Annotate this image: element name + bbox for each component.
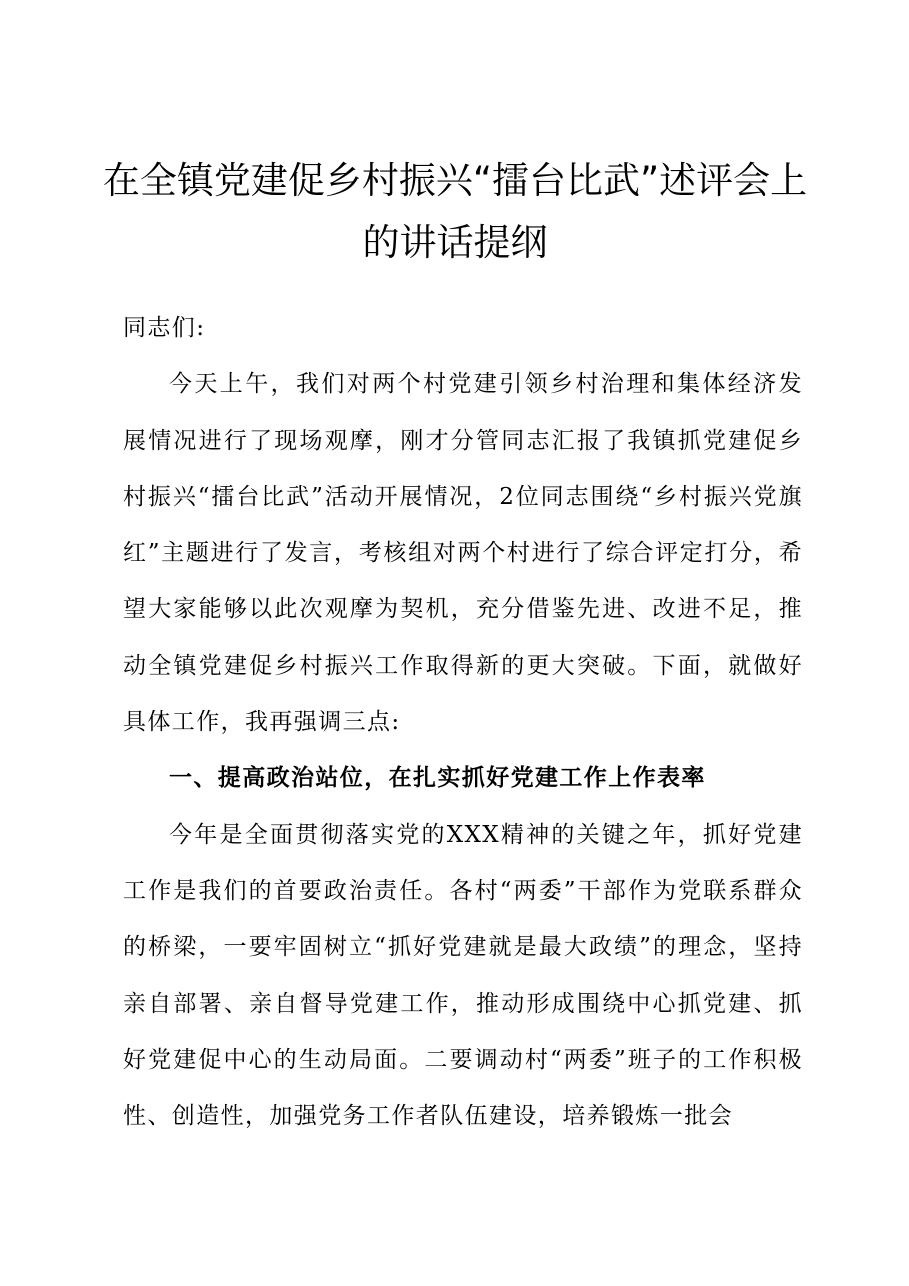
section-heading-1: 一、提高政治站位，在扎实抓好党建工作上作表率 <box>169 765 706 792</box>
salutation: 同志们: <box>123 315 206 341</box>
document-body <box>123 300 803 1144</box>
document-title: 在全镇党建促乡村振兴“擂台比武”述评会上的讲话提纲 <box>102 159 808 264</box>
paragraph-intro: 今天上午，我们对两个村党建引领乡村治理和集体经济发展情况进行了现场观摩，刚才分管同志汇报了我镇抓党建促乡村振兴“擂台比武”活动开展情况，2位同志围绕“乡村振兴党旗红”主题进行了发言，考核组对两个村进行了综合评定打分，希望大家能够以此次观摩为契机，充分借鉴先进、改进不足，推动全镇党建促乡村振兴工作取得新的更大突破。下面，就做好具体工作，我再强调三点: <box>123 371 803 736</box>
paragraph-section-1: 今年是全面贯彻落实党的XXX精神的关键之年，抓好党建工作是我们的首要政治责任。各村“两委”干部作为党联系群众的桥梁，一要牢固树立“抓好党建就是最大政绩”的理念，坚持亲自部署、亲自督导党建工作，推动形成围绕中心抓党建、抓好党建促中心的生动局面。二要调动村“两委”班子的工作积极性、创造性，加强党务工作者队伍建设，培养锻炼一批会 <box>123 821 803 1130</box>
